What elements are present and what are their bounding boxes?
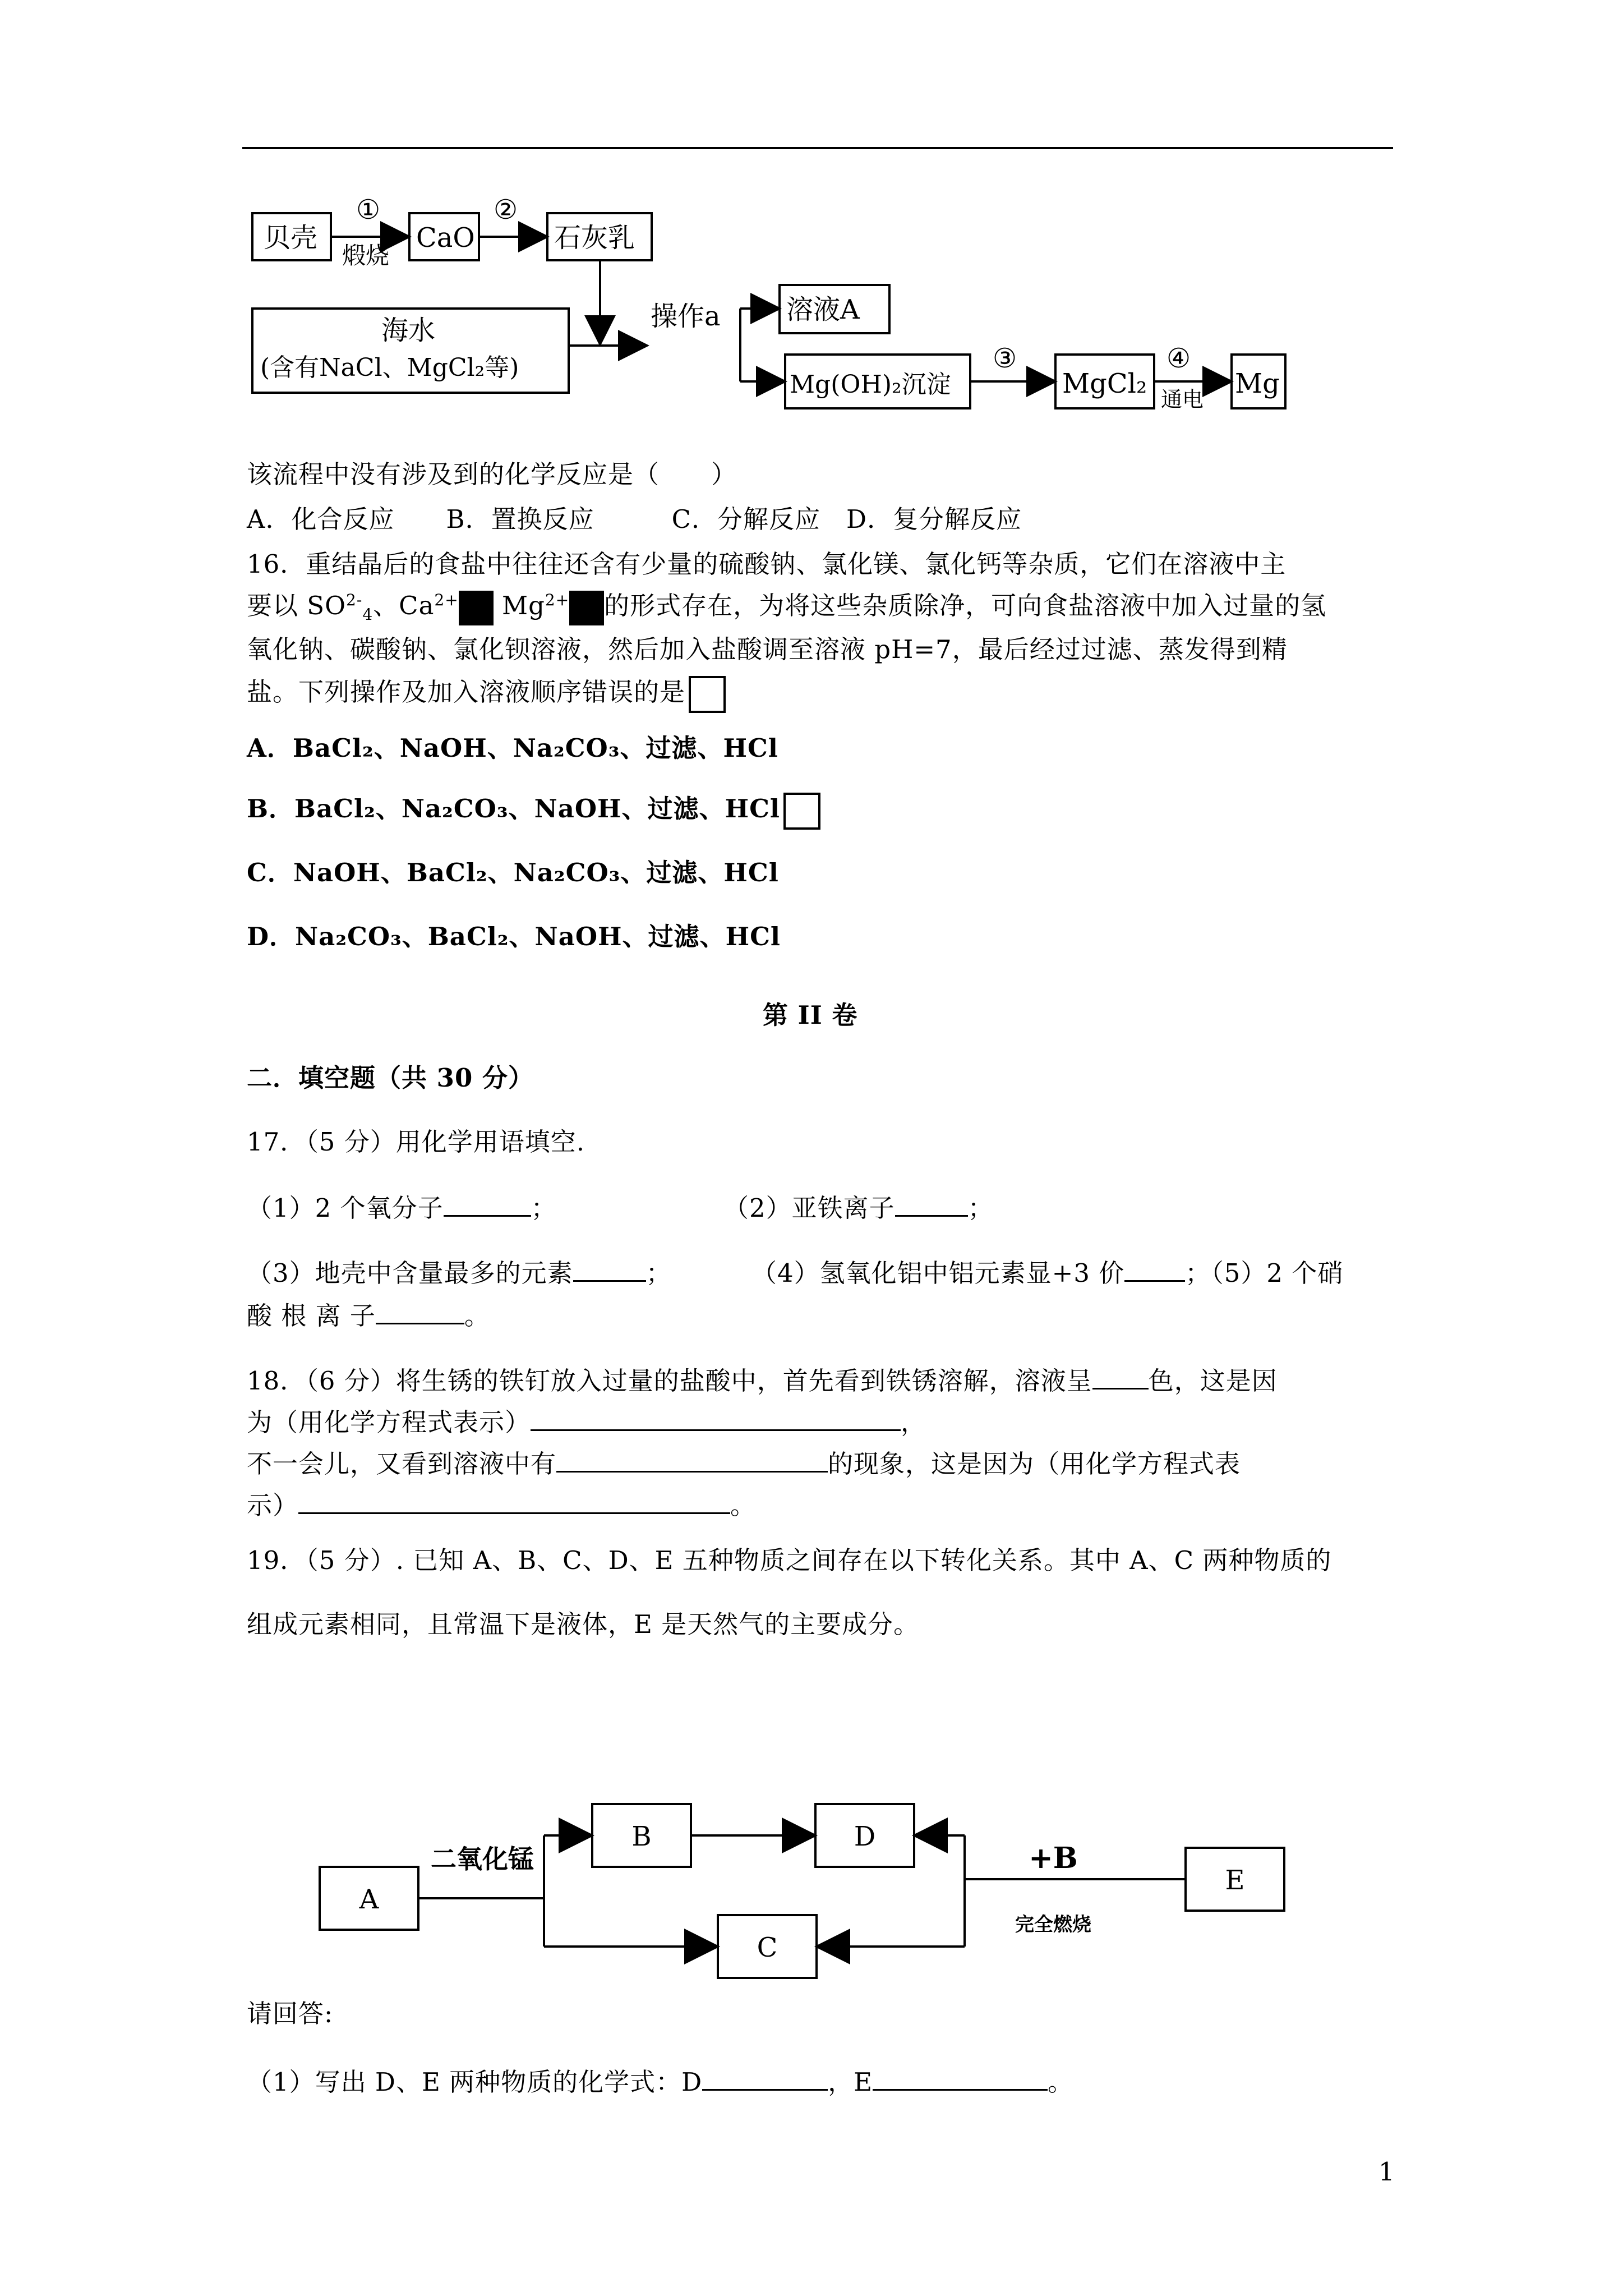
answer-prompt: 请回答: (247, 1999, 334, 2028)
answer-blank[interactable] (531, 1402, 901, 1431)
step1-mark: ① (356, 194, 381, 226)
seawater-line1: 海水 (381, 315, 436, 346)
q17-part1: （1）2 个氧分子 ； (247, 1188, 557, 1225)
redaction-block (569, 591, 604, 625)
q16-option-c: C．NaOH、BaCl₂、Na₂CO₃、过滤、HCl (247, 858, 779, 887)
q16-line4: 盐。下列操作及加入溶液顺序错误的是 (247, 675, 726, 713)
shell-label: 贝壳 (264, 222, 318, 254)
node-a-label: A (359, 1884, 379, 1915)
step1-label: 煅烧 (342, 242, 390, 269)
answer-blank[interactable] (556, 1444, 828, 1473)
redaction-block (459, 591, 494, 625)
operation-a-label: 操作a (651, 301, 721, 332)
solution-a-label: 溶液A (786, 294, 860, 325)
q16-line1: 16．重结晶后的食盐中往往还含有少量的硫酸钠、氯化镁、氯化钙等杂质，它们在溶液中主 (247, 549, 1287, 579)
q17-part5-cont: 酸 根 离 子 。 (247, 1296, 490, 1333)
volume-title: 第 II 卷 (763, 1000, 858, 1030)
answer-blank[interactable] (573, 1253, 646, 1282)
q15-stem: 该流程中没有涉及到的化学反应是（ ） (247, 459, 737, 489)
q16-option-a: A．BaCl₂、NaOH、Na₂CO₃、过滤、HCl (247, 733, 778, 763)
q17-part2: （2）亚铁离子 ； (723, 1188, 994, 1225)
q16-option-d: D．Na₂CO₃、BaCl₂、NaOH、过滤、HCl (247, 922, 781, 951)
q19-line1: 19．（5 分）. 已知 A、B、C、D、E 五种物质之间存在以下转化关系。其中 A、C 两种物质的 (247, 1545, 1332, 1575)
q15-options: A．化合反应 B．置换反应 C．分解反应 D．复分解反应 (247, 504, 1022, 534)
answer-blank[interactable] (1092, 1361, 1149, 1389)
catalyst-label: 二氧化锰 (431, 1844, 534, 1874)
node-d-label: D (854, 1821, 876, 1852)
q19-sub1: （1）写出 D、E 两种物质的化学式：D ，E 。 (247, 2062, 1073, 2099)
node-c-label: C (757, 1932, 778, 1963)
q18-line4: 示） 。 (247, 1485, 756, 1522)
conversion-diagram (314, 1784, 1312, 1997)
step3-mark: ③ (993, 343, 1017, 374)
answer-blank[interactable] (298, 1485, 730, 1514)
q17-part3: （3）地壳中含量最多的元素 ； (247, 1253, 672, 1290)
answer-blank[interactable] (1124, 1253, 1185, 1282)
answer-box (783, 793, 820, 830)
page-number: 1 (1378, 2157, 1395, 2187)
q16-option-b: B．BaCl₂、Na₂CO₃、NaOH、过滤、HCl (247, 792, 820, 830)
q16-line2: 要以 $SO^{2-}_4$、$Ca^{2+}$ $Mg^{2+}$ 的形式存在，为将这些杂质除净，可向食盐溶液中加入过量的氢 (247, 589, 1326, 625)
mgcl2-label: MgCl₂ (1062, 368, 1147, 399)
header-rule (242, 147, 1393, 149)
mgoh2-label: Mg(OH)₂沉淀 (790, 370, 951, 399)
q18-line2: 为（用化学方程式表示） ， (247, 1402, 926, 1439)
node-b-label: B (631, 1821, 652, 1852)
seawater-line2: (含有NaCl、MgCl₂等) (260, 353, 519, 382)
answer-blank[interactable] (444, 1188, 531, 1217)
cao-label: CaO (416, 222, 475, 254)
q18-line1: 18．（6 分）将生锈的铁钉放入过量的盐酸中，首先看到铁锈溶解，溶液呈 色，这是因 (247, 1361, 1278, 1398)
answer-blank[interactable] (376, 1296, 464, 1324)
answer-box (689, 676, 726, 713)
q16-line3: 氧化钠、碳酸钠、氯化钡溶液，然后加入盐酸调至溶液 pH=7，最后经过过滤、蒸发得到精 (247, 634, 1288, 664)
plus-b-label: +B (1029, 1841, 1078, 1875)
node-e-label: E (1225, 1865, 1245, 1896)
q18-line3: 不一会儿，又看到溶液中有 的现象，这是因为（用化学方程式表 (247, 1444, 1241, 1481)
magnesium-flow-diagram (241, 191, 1307, 415)
q17-part4-5: （4）氢氧化铝中铝元素显+3 价 ；（5）2 个硝 (751, 1253, 1343, 1290)
step4-label: 通电 (1161, 387, 1204, 412)
step2-mark: ② (494, 194, 518, 226)
section-heading: 二．填空题（共 30 分） (247, 1063, 534, 1093)
answer-blank[interactable] (895, 1188, 968, 1217)
answer-blank[interactable] (873, 2062, 1048, 2091)
answer-blank[interactable] (702, 2062, 828, 2091)
lime-milk-label: 石灰乳 (554, 222, 635, 254)
mg-label: Mg (1235, 368, 1280, 399)
step4-mark: ④ (1166, 343, 1191, 374)
q19-line2: 组成元素相同，且常温下是液体，E 是天然气的主要成分。 (247, 1609, 920, 1639)
q17-stem: 17．（5 分）用化学用语填空. (247, 1127, 585, 1157)
burn-label: 完全燃烧 (1015, 1913, 1091, 1936)
